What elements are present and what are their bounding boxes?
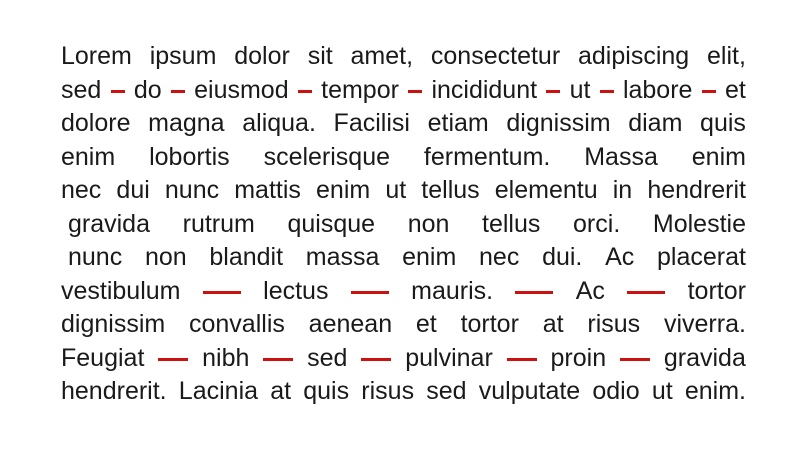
word: enim [402,243,457,271]
red-dash-mark [515,291,553,294]
red-dash-mark [507,358,537,361]
word: ut [385,176,407,204]
word: quis [700,109,746,137]
word: convallis [189,310,285,338]
red-dash-mark [203,291,241,294]
word: gravida [663,343,746,372]
word: Feugiat [61,343,145,372]
word: diam [628,109,683,137]
word: dui. [542,243,583,271]
word: Ac [575,276,605,305]
red-dash-mark [627,291,665,294]
word: blandit [209,243,284,271]
word: ipsum [149,42,217,70]
word: Molestie [652,209,746,238]
word: vestibulum [61,276,181,305]
word: ut [651,377,673,405]
word: ut [569,75,591,104]
word: sit [307,42,333,70]
text-line [61,241,746,275]
word: tempor [321,75,399,104]
word: do [133,75,162,104]
word: massa [305,243,380,271]
word: risus [587,310,641,338]
word: mauris. [411,276,494,305]
text-line [61,375,746,409]
word: enim [61,142,116,171]
red-dash-mark [298,90,312,93]
word: amet, [350,42,414,70]
text-line [61,308,746,342]
text-paragraph [61,40,746,409]
red-dash-mark [171,90,185,93]
word: in [612,176,633,204]
red-dash-mark [408,90,422,93]
red-dash-mark [158,358,188,361]
red-dash-mark [546,90,560,93]
word: elit, [707,42,746,70]
red-dash-mark [702,90,716,93]
word: etiam [427,109,489,137]
word: sed [61,75,102,104]
word: et [724,75,746,104]
word: viverra. [663,310,746,338]
word: lobortis [149,142,230,171]
word: Massa [584,142,658,171]
text-line [61,174,746,208]
word: nunc [164,176,220,204]
text-line [61,141,746,175]
text-line [61,40,746,74]
word: magna [148,109,225,137]
word: dolor [234,42,290,70]
word: et [415,310,437,338]
word: rutrum [182,209,255,238]
word: Facilisi [333,109,410,137]
red-dash-mark [620,358,650,361]
word: gravida [68,209,150,238]
text-line [61,208,746,242]
word: Ac [605,243,635,271]
word: placerat [657,243,746,271]
word: scelerisque [263,142,391,171]
word: nec [61,176,102,204]
word: incididunt [431,75,538,104]
word: adipiscing [578,42,690,70]
word: hendrerit. [61,377,167,405]
word: dignissim [61,310,166,338]
text-line [61,342,746,376]
text-line [61,107,746,141]
word: at [270,377,292,405]
word: non [407,209,450,238]
word: elementu [494,176,598,204]
word: Lacinia [178,377,259,405]
text-line [61,74,746,108]
word: dolore [61,109,131,137]
word: pulvinar [405,343,493,372]
word: nec [479,243,520,271]
word: proin [550,343,607,372]
red-dash-mark [351,291,389,294]
word: odio [592,377,640,405]
red-dash-mark [361,358,391,361]
word: nibh [202,343,250,372]
word: labore [622,75,693,104]
red-dash-mark [111,90,125,93]
word: risus [361,377,415,405]
word: non [144,243,187,271]
word: sed [307,343,348,372]
word: tortor [687,276,746,305]
red-dash-mark [600,90,614,93]
word: at [542,310,564,338]
word: enim [316,176,371,204]
word: Lorem [61,42,132,70]
word: mattis [234,176,301,204]
word: aenean [308,310,393,338]
text-line [61,275,746,309]
word: tellus [421,176,480,204]
word: dui [116,176,150,204]
word: tortor [460,310,519,338]
word: aliqua. [242,109,316,137]
word: enim. [684,377,746,405]
word: quis [303,377,350,405]
word: hendrerit [647,176,746,204]
word: tellus [482,209,541,238]
word: dignissim [506,109,611,137]
word: orci. [573,209,621,238]
word: nunc [68,243,123,271]
word: consectetur [430,42,561,70]
word: eiusmod [194,75,289,104]
red-dash-mark [263,358,293,361]
word: vulputate [478,377,581,405]
word: lectus [263,276,329,305]
word: sed [426,377,467,405]
word: fermentum. [423,142,551,171]
word: quisque [287,209,376,238]
word: enim [691,142,746,171]
